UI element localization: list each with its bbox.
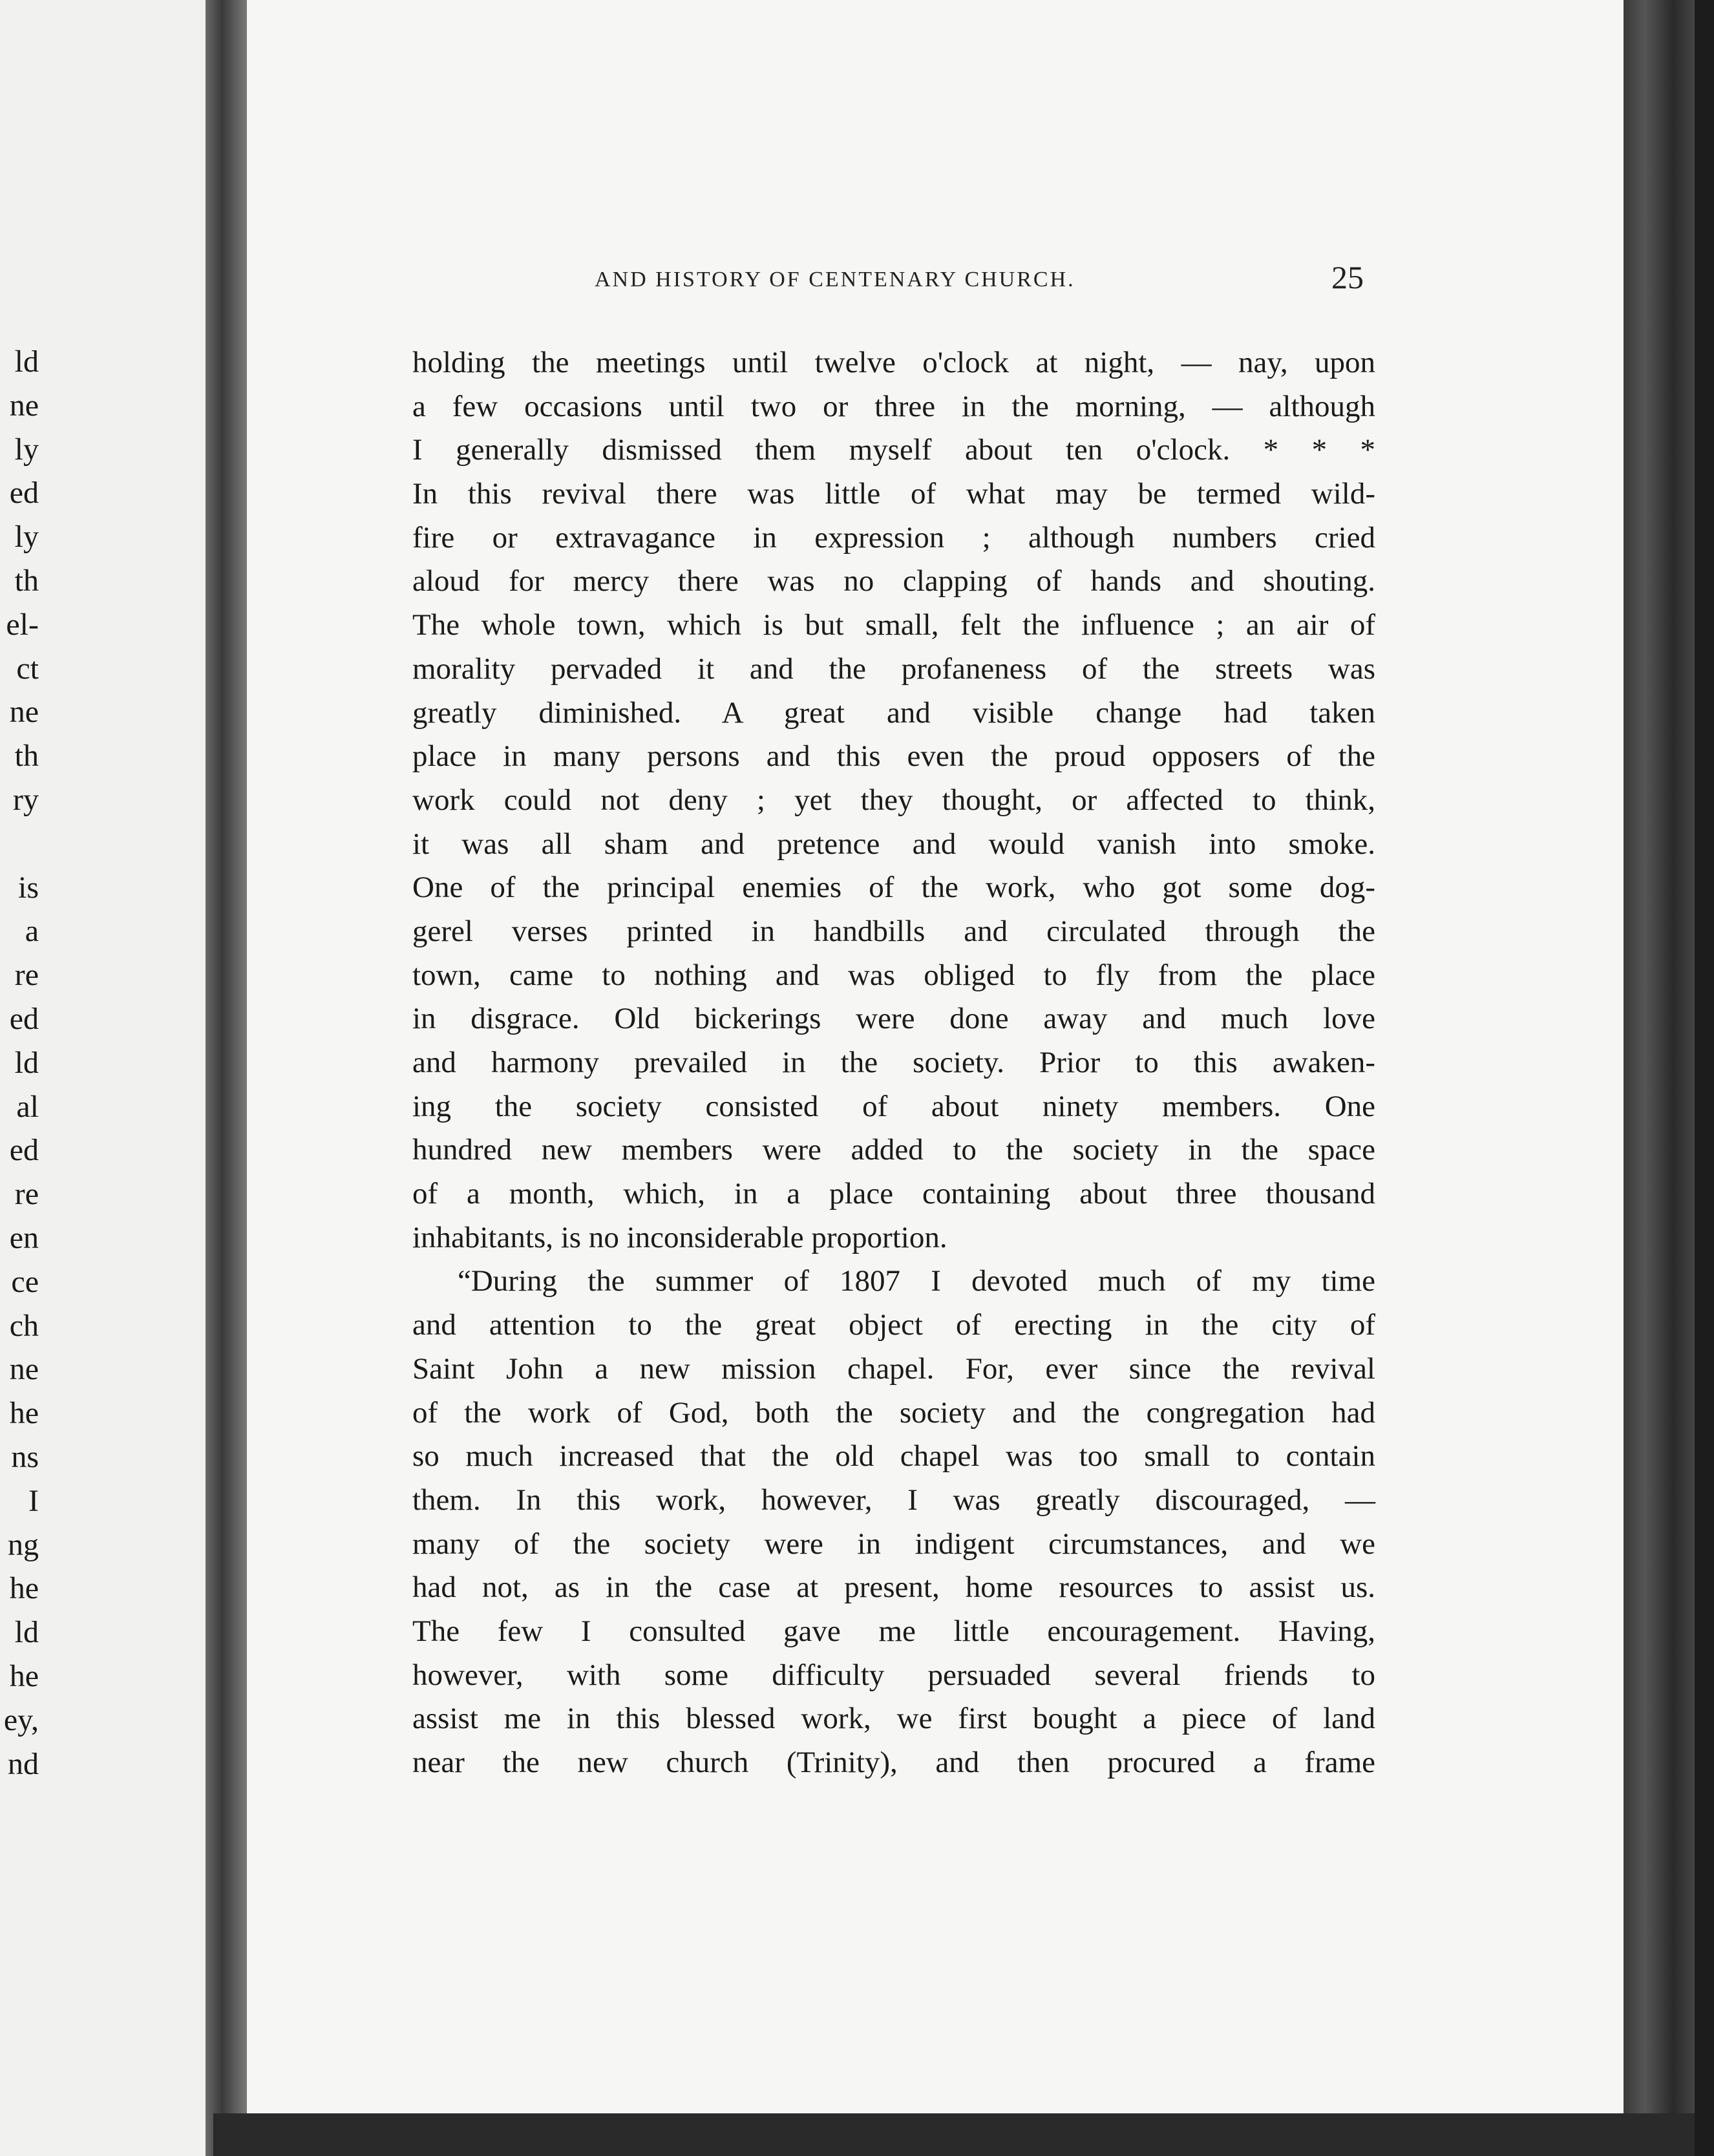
text-line: gerel verses printed in handbills and circulated through the bbox=[412, 914, 1375, 948]
text-line: so much increased that the old chapel was too small to contain bbox=[412, 1439, 1375, 1474]
text-line: near the new church (Trinity), and then procured a frame bbox=[412, 1746, 1375, 1779]
book-gutter bbox=[206, 0, 247, 2156]
text-line: In this revival there was little of what may be termed wild- bbox=[412, 477, 1375, 511]
text-line: greatly diminished. A great and visible change had taken bbox=[412, 695, 1375, 730]
fragment: ld bbox=[14, 1615, 39, 1650]
text-line: assist me in this blessed work, we first bought a piece of land bbox=[412, 1702, 1375, 1736]
fragment: th bbox=[14, 739, 39, 774]
text-line: them. In this work, however, I was greatly discouraged, — bbox=[412, 1483, 1375, 1517]
fragment: a bbox=[25, 914, 39, 949]
fragment: ld bbox=[14, 344, 39, 379]
fragment: is bbox=[17, 870, 39, 905]
facing-page-text-fragments bbox=[0, 340, 39, 1786]
running-title: AND HISTORY OF CENTENARY CHURCH. bbox=[595, 268, 1075, 291]
body-text bbox=[412, 341, 1375, 1785]
fragment: th bbox=[14, 563, 39, 598]
fragment: ch bbox=[9, 1308, 39, 1343]
fragment: ey, bbox=[3, 1702, 39, 1737]
text-line: The whole town, which is but small, felt the influence ; an air of bbox=[412, 608, 1375, 642]
fragment: ne bbox=[9, 1352, 39, 1387]
paragraph bbox=[412, 1260, 1375, 1784]
running-head bbox=[349, 259, 1364, 304]
text-line: place in many persons and this even the proud opposers of the bbox=[412, 739, 1375, 774]
fragment: nd bbox=[8, 1746, 39, 1781]
fragment: en bbox=[9, 1220, 39, 1255]
text-line: I generally dismissed them myself about ten o'clock. * * * bbox=[412, 433, 1375, 467]
text-line: ing the society consisted of about ninety members. One bbox=[412, 1089, 1375, 1123]
text-line: of the work of God, both the society and the congregation had bbox=[412, 1395, 1375, 1430]
text-line: One of the principal enemies of the work, who got some dog- bbox=[412, 871, 1375, 905]
fragment: ce bbox=[11, 1264, 39, 1299]
fragment: ly bbox=[14, 520, 39, 555]
fragment: ly bbox=[14, 432, 39, 467]
fragment: al bbox=[16, 1089, 39, 1124]
paragraph bbox=[412, 341, 1375, 1260]
fragment: el- bbox=[6, 607, 39, 642]
fragment: ng bbox=[8, 1527, 39, 1562]
text-line: work could not deny ; yet they thought, or affected to think, bbox=[412, 783, 1375, 817]
text-line: Saint John a new mission chapel. For, ever since the revival bbox=[412, 1351, 1375, 1386]
fragment: ct bbox=[16, 651, 39, 686]
fragment: he bbox=[9, 1396, 39, 1431]
text-line: it was all sham and pretence and would vanish into smoke. bbox=[412, 827, 1375, 861]
fragment: he bbox=[9, 1571, 39, 1606]
page-number: 25 bbox=[1331, 259, 1364, 295]
fragment: ed bbox=[9, 1001, 39, 1036]
fragment: ns bbox=[11, 1439, 39, 1474]
fragment bbox=[0, 822, 39, 866]
text-line: and harmony prevailed in the society. Prior to this awaken- bbox=[412, 1046, 1375, 1079]
text-line: holding the meetings until twelve o'clock at night, — nay, upon bbox=[412, 346, 1375, 379]
fragment: he bbox=[9, 1658, 39, 1693]
text-line: inhabitants, is no inconsiderable proportion. bbox=[412, 1220, 947, 1254]
text-line: The few I consulted gave me little encouragement. Having, bbox=[412, 1614, 1375, 1648]
fragment: ed bbox=[9, 476, 39, 511]
page-edge-right bbox=[1624, 0, 1695, 2156]
fragment: ne bbox=[9, 695, 39, 730]
fragment: ed bbox=[9, 1133, 39, 1168]
text-line: morality pervaded it and the profaneness of the streets was bbox=[412, 651, 1375, 686]
text-line: a few occasions until two or three in the morning, — although bbox=[412, 389, 1375, 423]
text-line: fire or extravagance in expression ; although numbers cried bbox=[412, 520, 1375, 555]
text-line: of a month, which, in a place containing about three thousand bbox=[412, 1177, 1375, 1211]
text-line: had not, as in the case at present, home resources to assist us. bbox=[412, 1570, 1375, 1605]
text-line: however, with some difficulty persuaded several friends to bbox=[412, 1658, 1375, 1692]
facing-page-edge bbox=[0, 0, 213, 2156]
fragment: re bbox=[14, 958, 39, 993]
text-line: aloud for mercy there was no clapping of hands and shouting. bbox=[412, 564, 1375, 598]
page-edge-bottom bbox=[213, 2113, 1695, 2156]
text-line: and attention to the great object of erecting in the city of bbox=[412, 1308, 1375, 1342]
fragment: I bbox=[28, 1483, 39, 1518]
text-line: many of the society were in indigent circumstances, and we bbox=[412, 1527, 1375, 1561]
fragment: ry bbox=[13, 782, 39, 817]
fragment: ne bbox=[9, 388, 39, 423]
fragment: ld bbox=[14, 1045, 39, 1080]
text-line: hundred new members were added to the society in the space bbox=[412, 1133, 1375, 1167]
text-line: “During the summer of 1807 I devoted much of my time bbox=[458, 1264, 1375, 1298]
text-line: in disgrace. Old bickerings were done away and much love bbox=[412, 1002, 1375, 1036]
fragment: re bbox=[14, 1177, 39, 1212]
text-line: town, came to nothing and was obliged to fly from the place bbox=[412, 958, 1375, 992]
